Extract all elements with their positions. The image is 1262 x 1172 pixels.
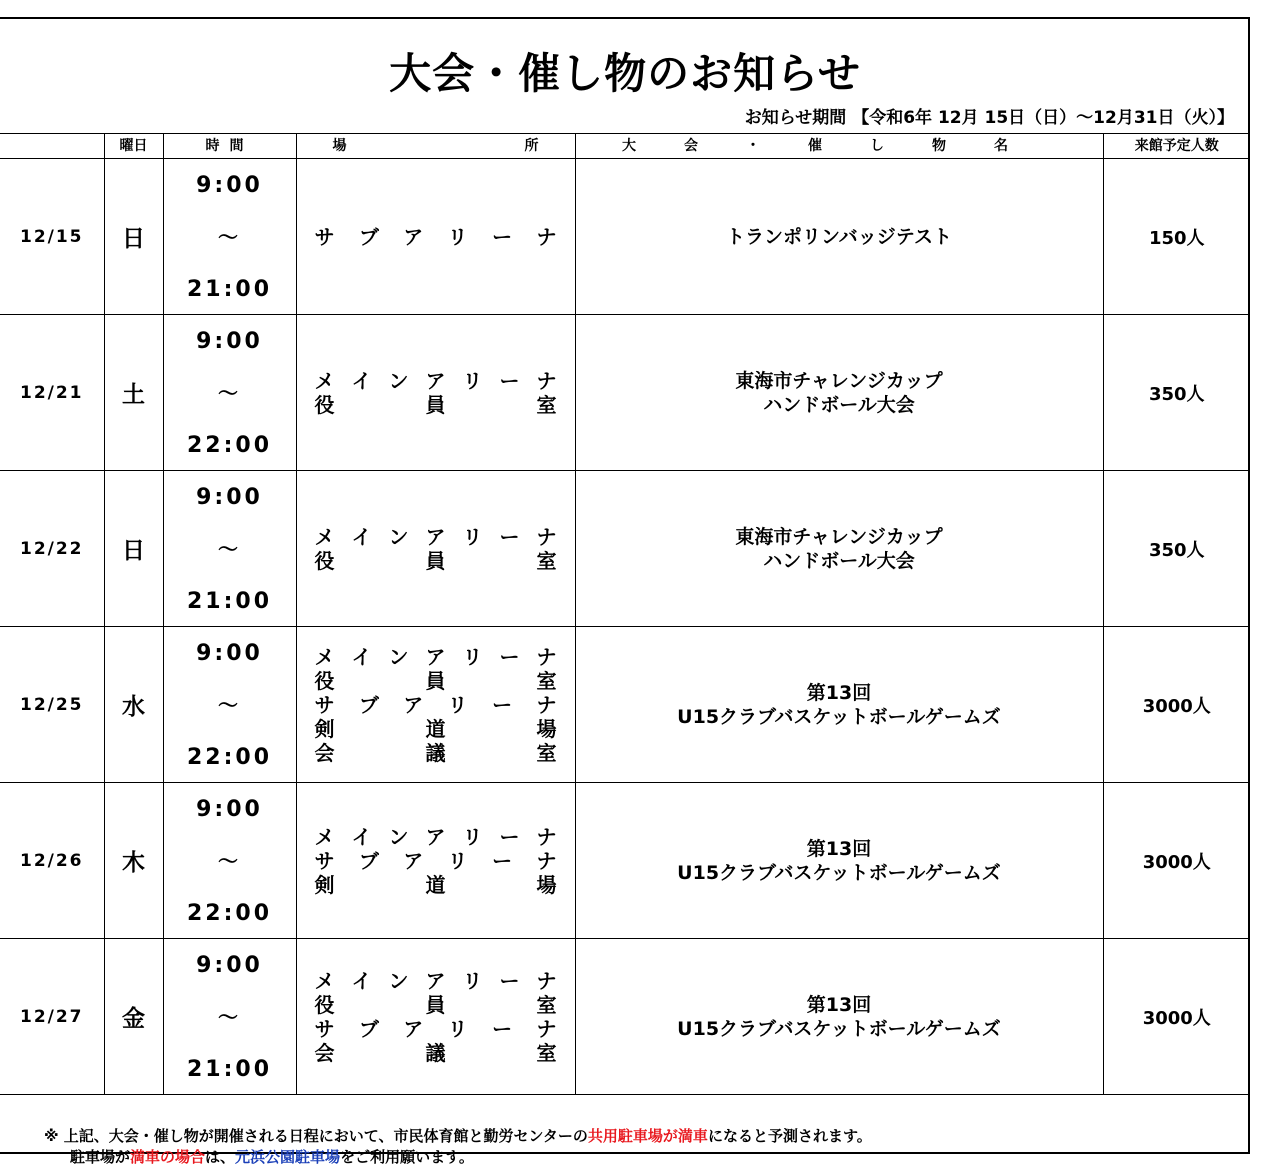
place-char: サ [314, 224, 335, 249]
place-char: リ [462, 368, 483, 393]
place-char: ー [492, 224, 513, 249]
row-date: 12/27 [0, 939, 104, 1095]
start-time: 9:00 [196, 329, 263, 354]
place-char: ナ [536, 224, 557, 249]
place-name [315, 825, 557, 849]
row-expected-visitors: 3000人 [1103, 783, 1250, 939]
place-name [315, 1041, 557, 1065]
place-char: ー [499, 968, 520, 993]
note-segment: 元浜公園駐車場 [235, 1148, 341, 1166]
place-char: リ [462, 824, 483, 849]
place-char: ア [403, 848, 424, 873]
row-time [163, 627, 296, 783]
place-char: ア [403, 224, 424, 249]
place-char: ア [425, 368, 446, 393]
place-char: イ [351, 524, 372, 549]
row-place [296, 627, 575, 783]
place-name [315, 525, 557, 549]
place-char: メ [314, 968, 335, 993]
place-char: リ [447, 692, 468, 717]
row-time [163, 159, 296, 315]
table-row [0, 159, 1250, 315]
row-time [163, 939, 296, 1095]
end-time: 22:00 [186, 901, 273, 926]
row-expected-visitors: 350人 [1103, 315, 1250, 471]
event-name-line: 東海市チャレンジカップ [735, 369, 943, 392]
header-place-left: 場 [332, 138, 347, 154]
place-char: 室 [536, 740, 557, 765]
row-event [575, 939, 1103, 1095]
place-name [315, 645, 557, 669]
place-char: リ [462, 968, 483, 993]
row-date: 12/15 [0, 159, 104, 315]
event-name-line: U15クラブバスケットボールゲームズ [677, 1017, 1001, 1040]
table-header-row [0, 134, 1250, 159]
row-day-of-week: 日 [104, 471, 163, 627]
place-char: イ [351, 824, 372, 849]
table-row [0, 471, 1250, 627]
header-count: 来館予定人数 [1103, 134, 1250, 159]
place-char: サ [314, 692, 335, 717]
end-time: 21:00 [186, 277, 273, 302]
place-char: ナ [536, 824, 557, 849]
parking-notes [44, 1126, 872, 1168]
place-name [315, 693, 557, 717]
place-char: イ [351, 644, 372, 669]
row-expected-visitors: 350人 [1103, 471, 1250, 627]
table-row [0, 783, 1250, 939]
event-name-line: 第13回 [806, 993, 872, 1016]
place-char: イ [351, 968, 372, 993]
time-separator: ～ [218, 381, 241, 405]
table-row [0, 939, 1250, 1095]
row-event [575, 159, 1103, 315]
place-char: 会 [314, 1040, 335, 1065]
place-char: 剣 [314, 872, 335, 897]
place-char: イ [351, 368, 372, 393]
place-char: リ [447, 224, 468, 249]
place-char: サ [314, 848, 335, 873]
place-char: リ [462, 524, 483, 549]
row-date: 12/21 [0, 315, 104, 471]
row-day-of-week: 金 [104, 939, 163, 1095]
place-char: ア [425, 968, 446, 993]
row-expected-visitors: 3000人 [1103, 939, 1250, 1095]
row-time [163, 783, 296, 939]
place-name [315, 993, 557, 1017]
place-char: 道 [425, 716, 446, 741]
note-segment: 満車の場合 [130, 1148, 206, 1166]
place-name [315, 741, 557, 765]
notice-sheet [0, 17, 1250, 1166]
place-char: ン [388, 644, 409, 669]
row-expected-visitors: 150人 [1103, 159, 1250, 315]
start-time: 9:00 [196, 173, 263, 198]
row-time [163, 471, 296, 627]
event-name-line: U15クラブバスケットボールゲームズ [677, 861, 1001, 884]
event-name-line: トランポリンバッジテスト [726, 225, 952, 248]
place-char: 場 [536, 872, 557, 897]
place-char: メ [314, 524, 335, 549]
place-char: ン [388, 968, 409, 993]
table-row [0, 315, 1250, 471]
note-segment: 駐車場が [70, 1148, 131, 1166]
place-char: 議 [425, 1040, 446, 1065]
place-char: 室 [536, 392, 557, 417]
end-time: 21:00 [186, 589, 273, 614]
row-event [575, 783, 1103, 939]
place-name [315, 549, 557, 573]
place-char: メ [314, 368, 335, 393]
note-segment: になると予測されます。 [707, 1127, 872, 1145]
place-char: 室 [536, 668, 557, 693]
table-row [0, 627, 1250, 783]
place-char: ブ [358, 848, 379, 873]
row-expected-visitors: 3000人 [1103, 627, 1250, 783]
start-time: 9:00 [196, 485, 263, 510]
end-time: 22:00 [186, 745, 273, 770]
place-char: ブ [358, 692, 379, 717]
start-time: 9:00 [196, 953, 263, 978]
row-event [575, 315, 1103, 471]
row-time [163, 315, 296, 471]
row-date: 12/22 [0, 471, 104, 627]
event-name-line: 第13回 [806, 837, 872, 860]
row-place [296, 315, 575, 471]
place-name [315, 225, 557, 249]
place-char: 室 [536, 1040, 557, 1065]
place-char: メ [314, 644, 335, 669]
place-char: ー [499, 524, 520, 549]
event-name-line: U15クラブバスケットボールゲームズ [677, 705, 1001, 728]
place-char: ー [492, 848, 513, 873]
time-separator: ～ [218, 849, 241, 873]
place-char: ー [492, 692, 513, 717]
place-char: 員 [425, 992, 446, 1017]
end-time: 21:00 [186, 1057, 273, 1082]
note-segment: ※ 上記、大会・催し物が開催される日程において、市民体育館と勤労センターの [44, 1127, 588, 1145]
event-name-line: ハンドボール大会 [763, 393, 915, 416]
place-char: ナ [536, 368, 557, 393]
note-segment: をご利用願います。 [340, 1148, 474, 1166]
place-char: 員 [425, 548, 446, 573]
place-char: 場 [536, 716, 557, 741]
place-char: ナ [536, 644, 557, 669]
schedule-table [0, 133, 1250, 1095]
place-char: ア [425, 644, 446, 669]
row-date: 12/26 [0, 783, 104, 939]
place-char: ア [403, 1016, 424, 1041]
place-char: 役 [314, 992, 335, 1017]
place-char: メ [314, 824, 335, 849]
row-day-of-week: 水 [104, 627, 163, 783]
time-separator: ～ [218, 693, 241, 717]
row-place [296, 159, 575, 315]
header-dow: 曜日 [104, 134, 163, 159]
row-event [575, 471, 1103, 627]
row-day-of-week: 木 [104, 783, 163, 939]
row-date: 12/25 [0, 627, 104, 783]
place-char: ア [403, 692, 424, 717]
header-time: 時間 [163, 134, 296, 159]
event-name-line: 第13回 [806, 681, 872, 704]
place-char: 役 [314, 548, 335, 573]
place-char: ブ [358, 1016, 379, 1041]
row-day-of-week: 土 [104, 315, 163, 471]
place-char: リ [447, 1016, 468, 1041]
place-name [315, 669, 557, 693]
event-name-line: ハンドボール大会 [763, 549, 915, 572]
place-char: ナ [536, 524, 557, 549]
place-char: 員 [425, 668, 446, 693]
row-place [296, 783, 575, 939]
place-char: ー [492, 1016, 513, 1041]
place-name [315, 969, 557, 993]
header-date [0, 134, 104, 159]
place-char: ナ [536, 1016, 557, 1041]
page-title: 大会・催し物のお知らせ [389, 49, 861, 98]
time-separator: ～ [218, 537, 241, 561]
place-char: ー [499, 824, 520, 849]
place-name [315, 393, 557, 417]
time-separator: ～ [218, 225, 241, 249]
note-segment: 共用駐車場が満車 [587, 1127, 708, 1145]
place-char: ン [388, 524, 409, 549]
note-line-1 [44, 1126, 872, 1147]
notice-period: お知らせ期間 【令和6年 12月 15日（日）～12月31日（火）】 [744, 108, 1234, 128]
place-name [315, 369, 557, 393]
time-separator: ～ [218, 1005, 241, 1029]
place-char: ー [499, 644, 520, 669]
place-char: ー [499, 368, 520, 393]
place-name [315, 717, 557, 741]
note-line-2 [44, 1147, 872, 1168]
place-name [315, 1017, 557, 1041]
place-name [315, 849, 557, 873]
place-char: 役 [314, 392, 335, 417]
header-place-right: 所 [524, 138, 539, 154]
place-char: 議 [425, 740, 446, 765]
place-char: 剣 [314, 716, 335, 741]
note-segment: は、 [205, 1148, 236, 1166]
place-char: ナ [536, 848, 557, 873]
place-char: 道 [425, 872, 446, 897]
header-place [296, 134, 575, 159]
end-time: 22:00 [186, 433, 273, 458]
row-place [296, 471, 575, 627]
place-char: 会 [314, 740, 335, 765]
place-char: ナ [536, 968, 557, 993]
row-day-of-week: 日 [104, 159, 163, 315]
row-place [296, 939, 575, 1095]
place-char: 役 [314, 668, 335, 693]
place-char: ブ [358, 224, 379, 249]
event-name-line: 東海市チャレンジカップ [735, 525, 943, 548]
place-char: ア [425, 524, 446, 549]
header-event: 大会・催し物名 [575, 134, 1103, 159]
place-char: リ [462, 644, 483, 669]
row-event [575, 627, 1103, 783]
place-name [315, 873, 557, 897]
place-char: ン [388, 368, 409, 393]
start-time: 9:00 [196, 797, 263, 822]
place-char: ナ [536, 692, 557, 717]
start-time: 9:00 [196, 641, 263, 666]
place-char: リ [447, 848, 468, 873]
place-char: 室 [536, 548, 557, 573]
place-char: 室 [536, 992, 557, 1017]
place-char: ア [425, 824, 446, 849]
place-char: ン [388, 824, 409, 849]
place-char: 員 [425, 392, 446, 417]
place-char: サ [314, 1016, 335, 1041]
